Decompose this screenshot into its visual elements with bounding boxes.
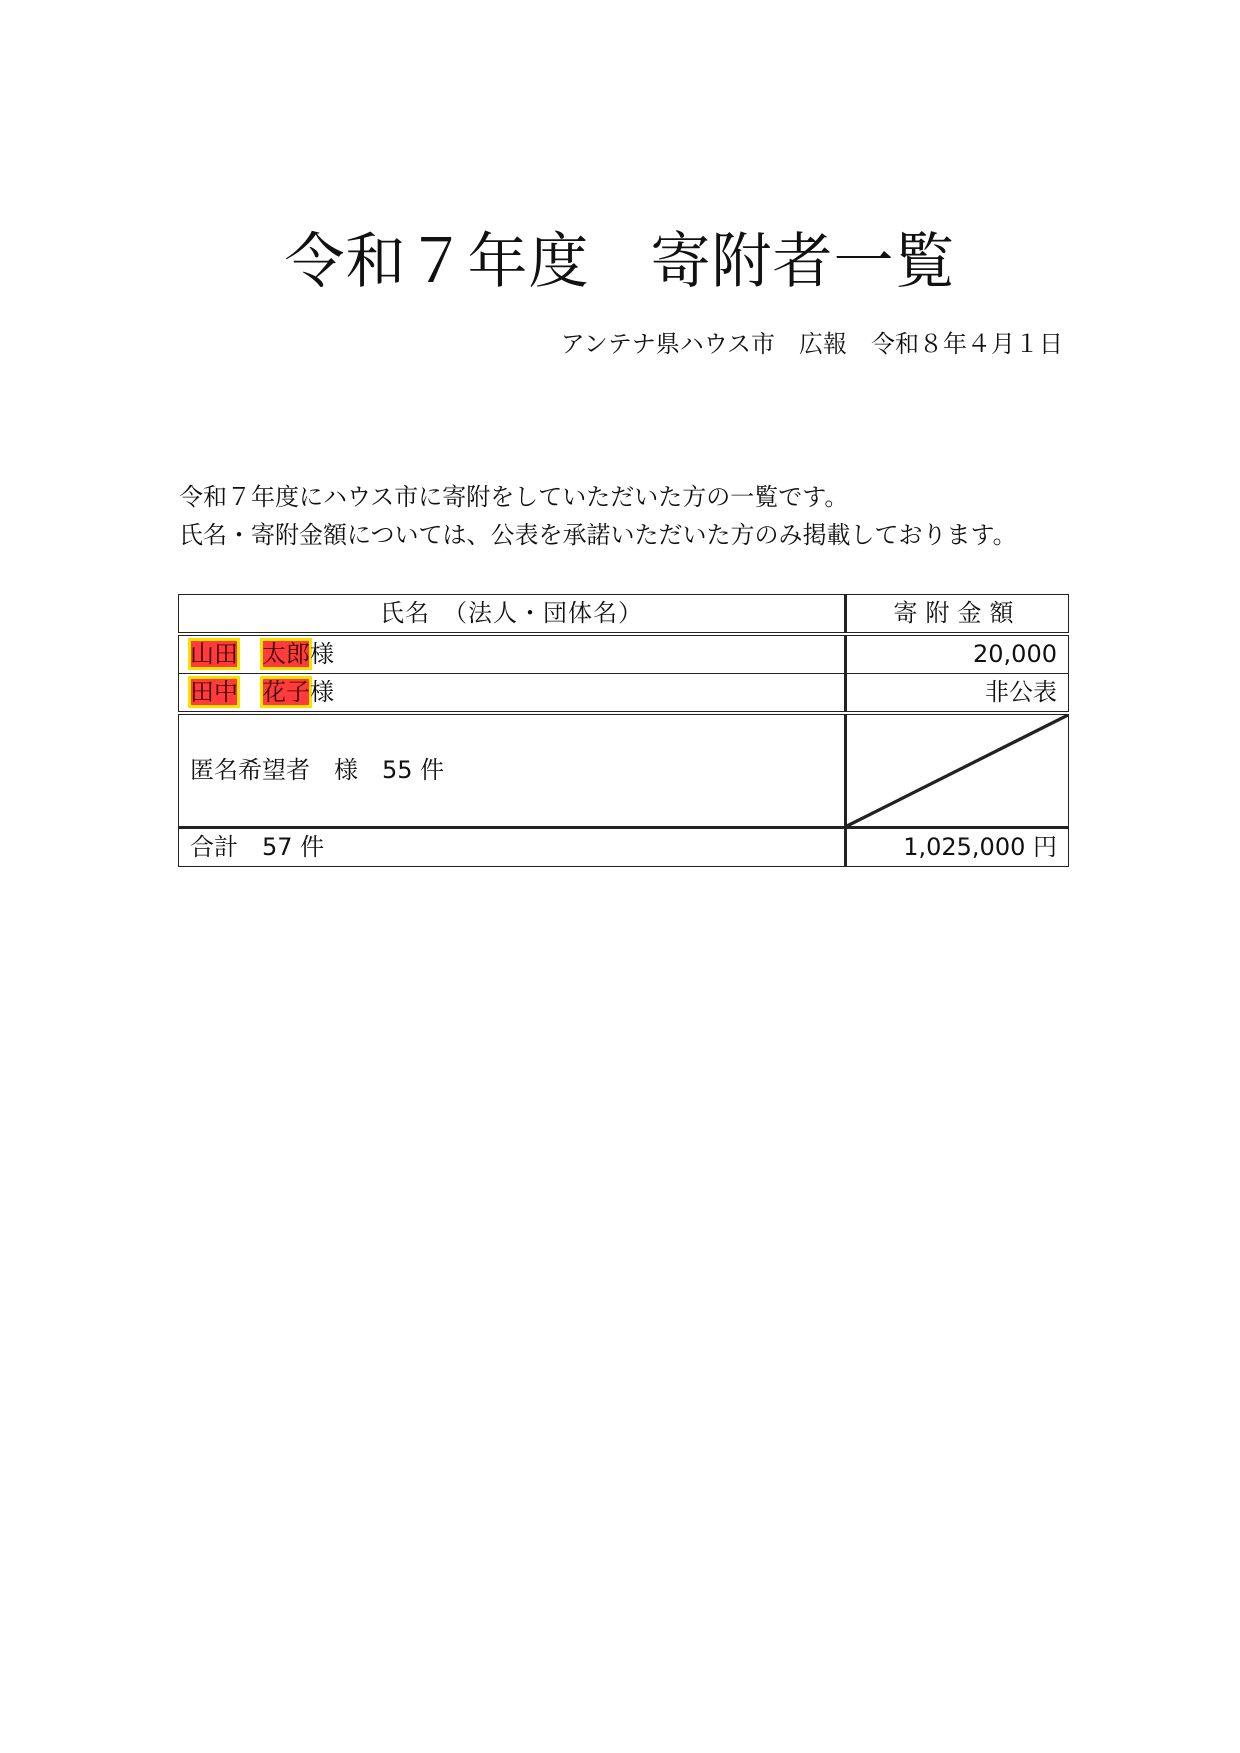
anonymous-row xyxy=(179,713,1069,828)
diagonal-strike-line xyxy=(847,715,1068,826)
redacted-surname: 山田 xyxy=(190,640,238,668)
redacted-given-name: 太郎 xyxy=(262,640,310,668)
header-amount: 寄附金額 xyxy=(846,595,1069,635)
intro-line-1: 令和７年度にハウス市に寄附をしていただいた方の一覧です。 xyxy=(179,483,849,511)
donation-amount: 20,000 xyxy=(846,634,1069,674)
page-title: 令和７年度 寄附者一覧 xyxy=(284,227,956,297)
anonymous-label: 匿名希望者 様 55 件 xyxy=(179,713,846,828)
table-row xyxy=(179,634,1069,674)
honorific: 様 xyxy=(310,640,334,668)
publisher-line: アンテナ県ハウス市 広報 令和８年４月１日 xyxy=(560,330,1063,358)
intro-text xyxy=(179,478,1079,554)
redacted-surname: 田中 xyxy=(190,678,238,706)
donor-table xyxy=(178,594,1069,867)
total-amount: 1,025,000 円 xyxy=(846,828,1069,867)
table-header-row xyxy=(179,595,1069,635)
anonymous-amount-empty xyxy=(846,713,1069,828)
total-label: 合計 57 件 xyxy=(179,828,846,867)
total-row xyxy=(179,828,1069,867)
intro-line-2: 氏名・寄附金額については、公表を承諾いただいた方のみ掲載しております。 xyxy=(179,521,1017,549)
redacted-given-name: 花子 xyxy=(262,678,310,706)
honorific: 様 xyxy=(310,678,334,706)
donor-name-cell xyxy=(179,674,846,714)
donor-name-cell xyxy=(179,634,846,674)
donation-amount: 非公表 xyxy=(846,674,1069,714)
header-name: 氏名 （法人・団体名） xyxy=(179,595,846,635)
table-row xyxy=(179,674,1069,714)
